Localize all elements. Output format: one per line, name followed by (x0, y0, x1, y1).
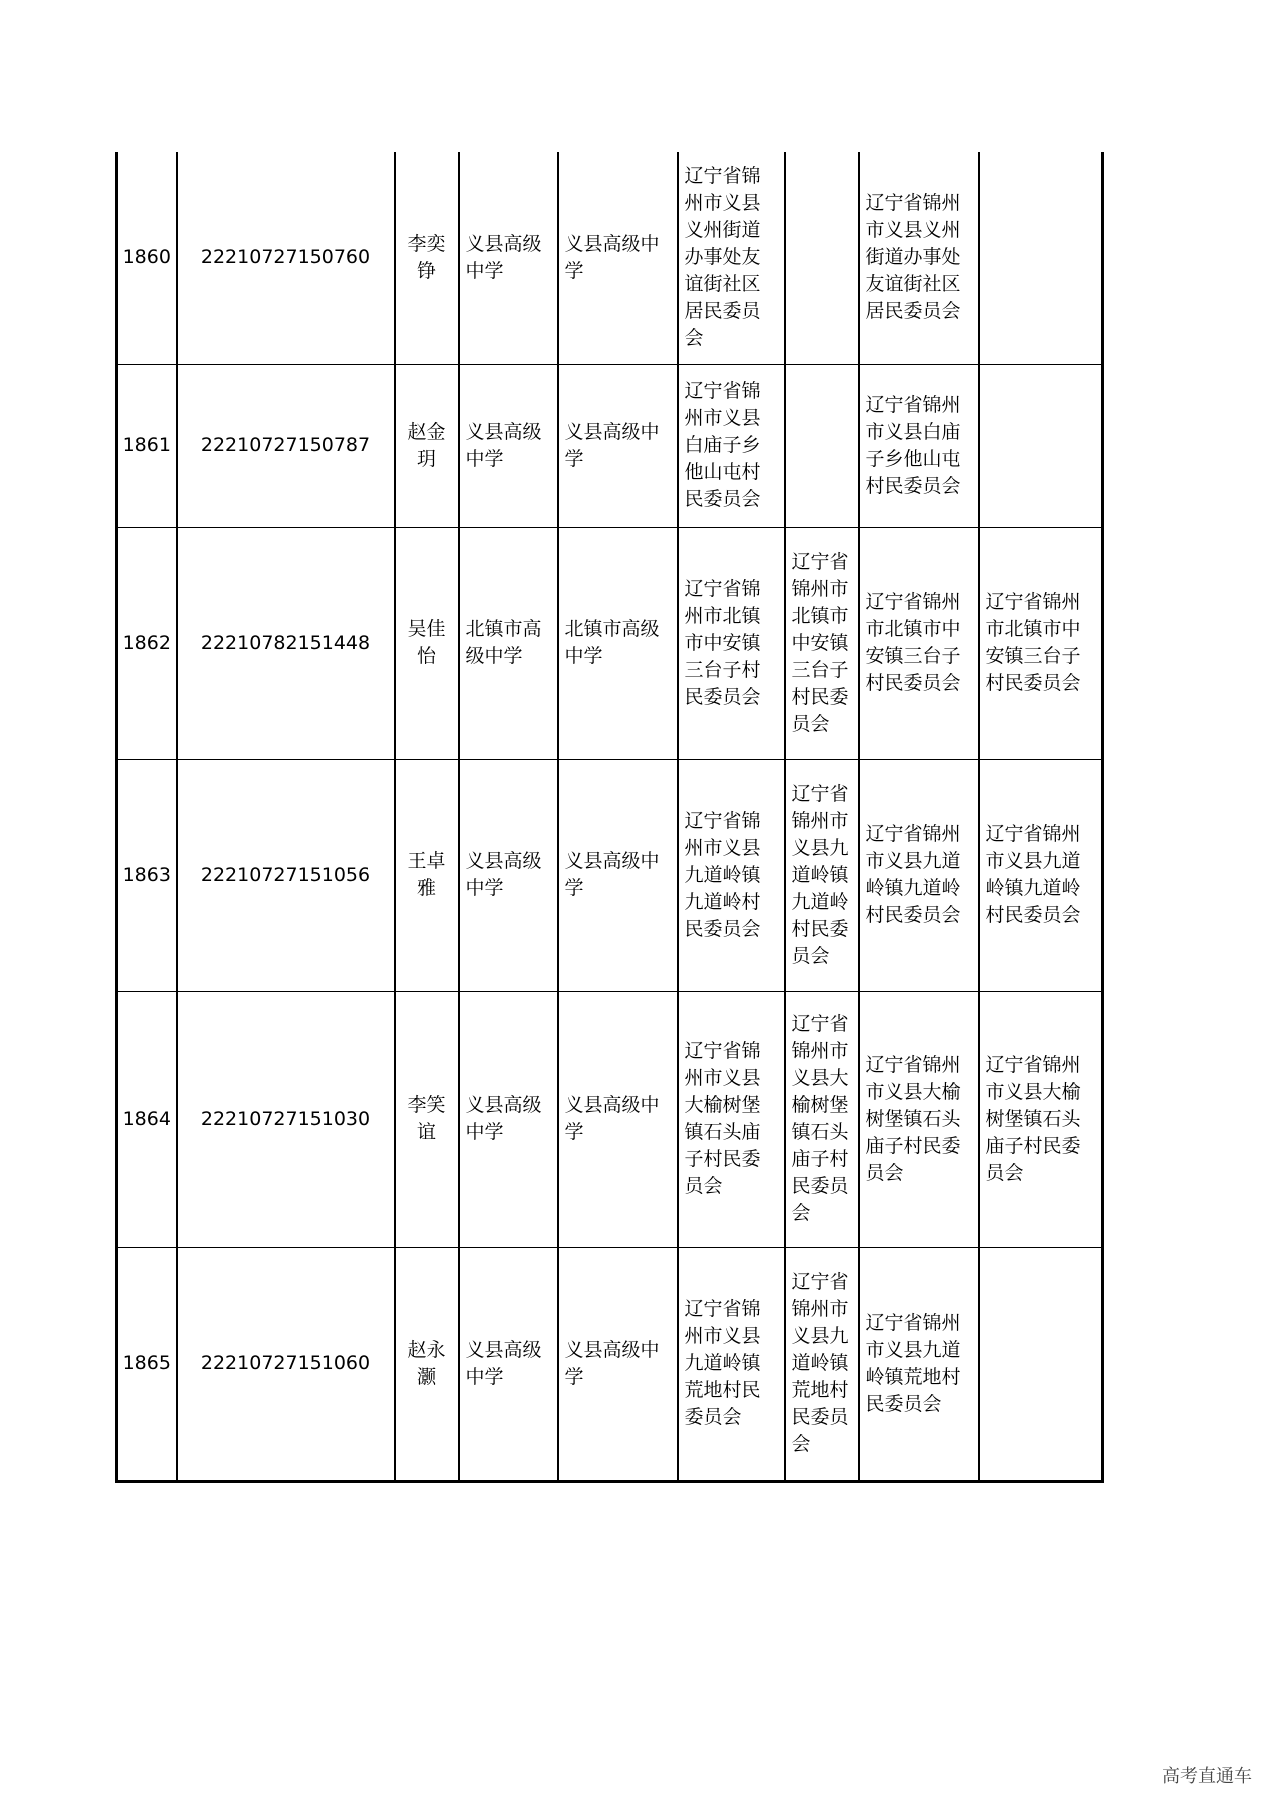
table-row (117, 527, 1103, 759)
address-1: 辽宁省锦州市义县白庙子乡他山屯村民委员会 (678, 364, 785, 527)
address-1: 辽宁省锦州市义县大榆树堡镇石头庙子村民委员会 (678, 991, 785, 1247)
school: 义县高级中学 (459, 1247, 558, 1481)
graduating-school: 义县高级中学 (558, 364, 678, 527)
school: 义县高级中学 (459, 364, 558, 527)
address-2 (785, 364, 859, 527)
address-1: 辽宁省锦州市北镇市中安镇三台子村民委员会 (678, 527, 785, 759)
address-3: 辽宁省锦州市义县义州街道办事处友谊街社区居民委员会 (859, 152, 979, 364)
address-2: 辽宁省锦州市义县九道岭镇九道岭村民委员会 (785, 759, 859, 991)
graduating-school: 北镇市高级中学 (558, 527, 678, 759)
address-4 (979, 1247, 1103, 1481)
address-3: 辽宁省锦州市义县白庙子乡他山屯村民委员会 (859, 364, 979, 527)
school: 义县高级中学 (459, 152, 558, 364)
row-number: 1860 (117, 152, 177, 364)
graduating-school: 义县高级中学 (558, 759, 678, 991)
table-row (117, 759, 1103, 991)
student-name: 王卓雅 (395, 759, 459, 991)
roster-table (115, 152, 1104, 1483)
school: 义县高级中学 (459, 991, 558, 1247)
row-number: 1865 (117, 1247, 177, 1481)
address-4: 辽宁省锦州市北镇市中安镇三台子村民委员会 (979, 527, 1103, 759)
exam-id: 22210727151056 (177, 759, 395, 991)
exam-id: 22210727151060 (177, 1247, 395, 1481)
address-4 (979, 152, 1103, 364)
address-2 (785, 152, 859, 364)
address-1: 辽宁省锦州市义县九道岭镇荒地村民委员会 (678, 1247, 785, 1481)
address-1: 辽宁省锦州市义县义州街道办事处友谊街社区居民委员会 (678, 152, 785, 364)
exam-id: 22210727151030 (177, 991, 395, 1247)
address-2: 辽宁省锦州市北镇市中安镇三台子村民委员会 (785, 527, 859, 759)
student-name: 赵金玥 (395, 364, 459, 527)
student-name: 赵永灏 (395, 1247, 459, 1481)
exam-id: 22210782151448 (177, 527, 395, 759)
student-name: 李奕铮 (395, 152, 459, 364)
table-row (117, 152, 1103, 364)
table-row (117, 364, 1103, 527)
row-number: 1861 (117, 364, 177, 527)
row-number: 1862 (117, 527, 177, 759)
table-row (117, 991, 1103, 1247)
student-name: 李笑谊 (395, 991, 459, 1247)
address-4 (979, 364, 1103, 527)
table-row (117, 1247, 1103, 1481)
address-4: 辽宁省锦州市义县大榆树堡镇石头庙子村民委员会 (979, 991, 1103, 1247)
watermark-text: 高考直通车 (1162, 1766, 1252, 1787)
school: 义县高级中学 (459, 759, 558, 991)
exam-id: 22210727150787 (177, 364, 395, 527)
address-2: 辽宁省锦州市义县大榆树堡镇石头庙子村民委员会 (785, 991, 859, 1247)
address-2: 辽宁省锦州市义县九道岭镇荒地村民委员会 (785, 1247, 859, 1481)
exam-id: 22210727150760 (177, 152, 395, 364)
address-3: 辽宁省锦州市义县大榆树堡镇石头庙子村民委员会 (859, 991, 979, 1247)
address-3: 辽宁省锦州市北镇市中安镇三台子村民委员会 (859, 527, 979, 759)
address-3: 辽宁省锦州市义县九道岭镇九道岭村民委员会 (859, 759, 979, 991)
graduating-school: 义县高级中学 (558, 152, 678, 364)
graduating-school: 义县高级中学 (558, 991, 678, 1247)
address-4: 辽宁省锦州市义县九道岭镇九道岭村民委员会 (979, 759, 1103, 991)
address-1: 辽宁省锦州市义县九道岭镇九道岭村民委员会 (678, 759, 785, 991)
row-number: 1864 (117, 991, 177, 1247)
student-name: 吴佳怡 (395, 527, 459, 759)
address-3: 辽宁省锦州市义县九道岭镇荒地村民委员会 (859, 1247, 979, 1481)
row-number: 1863 (117, 759, 177, 991)
school: 北镇市高级中学 (459, 527, 558, 759)
graduating-school: 义县高级中学 (558, 1247, 678, 1481)
